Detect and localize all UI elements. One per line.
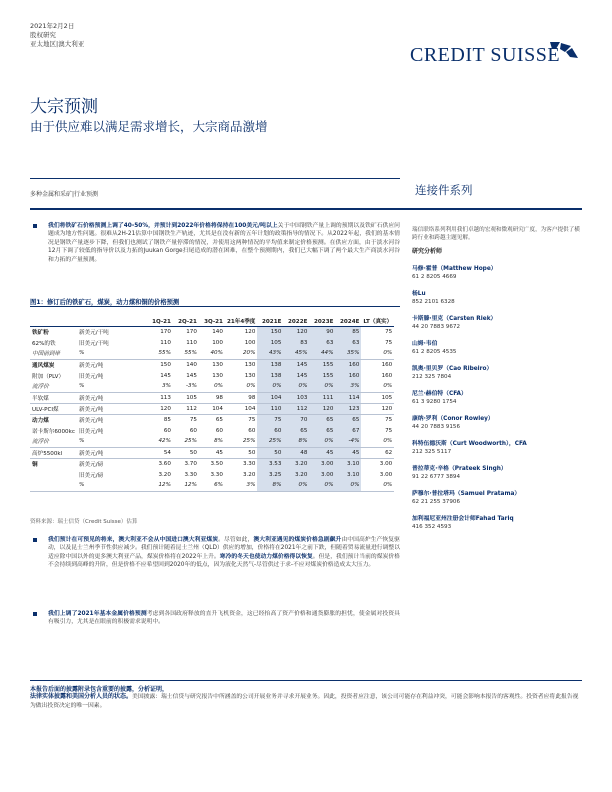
table-cell: 170 [160, 328, 171, 335]
table-cell: 3.10 [335, 458, 361, 469]
table-cell: 75 [385, 339, 393, 346]
header-rule [30, 208, 582, 210]
table-cell: 44% [309, 348, 335, 359]
analysts-heading: 研究分析师 [412, 248, 443, 255]
table-cell: 3.60 [158, 460, 171, 467]
analyst-entry [412, 415, 582, 431]
row-unit: 旧美元/吨 [78, 428, 104, 435]
analyst-phone: 61 2 8205 4535 [412, 349, 457, 355]
row-label: 铁矿粉 [32, 329, 49, 336]
table-header-row [30, 306, 394, 326]
table-cell: 130 [212, 361, 223, 368]
table-cell: 75 [385, 427, 393, 434]
price-forecast-table [30, 306, 394, 492]
table-row [30, 480, 394, 491]
table-row [30, 458, 394, 469]
coal-bold-3: 寒冷的冬天也使动力煤价格得以恢复 [219, 553, 313, 560]
table-cell: 6% [199, 480, 225, 491]
table-cell: 63 [335, 337, 361, 348]
table-cell: 20% [225, 348, 257, 359]
table-cell: 112 [173, 403, 199, 414]
row-unit: 新美元/吨 [78, 417, 104, 424]
table-row [30, 370, 394, 381]
table-cell: 160 [381, 361, 393, 368]
table-cell: 3.00 [379, 460, 393, 467]
footer-disclosure [30, 684, 582, 710]
table-cell: 160 [335, 370, 361, 381]
credit-suisse-logo [410, 40, 580, 70]
table-cell: 45% [283, 348, 309, 359]
table-cell: 55% [147, 348, 173, 359]
table-cell: 75 [189, 416, 197, 423]
analyst-name[interactable]: 杨Lu [412, 291, 426, 297]
row-unit: 旧美元/磅 [78, 472, 104, 479]
table-cell: 130 [212, 372, 223, 379]
table-cell: 114 [335, 392, 361, 403]
column-header: 2Q-21 [173, 306, 199, 326]
paragraph-iron-ore [48, 222, 400, 264]
table-cell: 35% [335, 348, 361, 359]
coal-text-1: 。尽管如此， [218, 537, 254, 543]
column-header: 1Q-21 [147, 306, 173, 326]
table-cell: 120 [244, 328, 256, 335]
analyst-name[interactable]: 科特伍德沃斯（Curt Woodworth），CFA [412, 441, 527, 447]
table-row [30, 348, 394, 359]
table-cell: 3.20 [242, 471, 256, 478]
column-header: LT（真实） [361, 306, 394, 326]
table-cell: 65 [309, 425, 335, 436]
table-cell: 45 [309, 447, 335, 458]
row-label: 铜 [32, 461, 38, 468]
row-unit: 新美元/磅 [78, 461, 104, 468]
table-cell: 75 [248, 416, 256, 423]
analyst-entry [412, 290, 582, 306]
report-region: 亚太地区|澳大利亚 [30, 40, 85, 48]
sidebar [412, 226, 582, 531]
table-cell: 150 [160, 361, 171, 368]
table-cell: 0% [283, 480, 309, 491]
row-label: 动力煤 [32, 417, 49, 424]
table-cell: 0% [361, 381, 394, 392]
figure-source: 资料来源：瑞士信贷（Credit Suisse）估算 [30, 519, 138, 525]
footer-rule [30, 680, 582, 681]
table-cell: 25% [257, 436, 283, 447]
sidebar-intro: 瑞信联络系列利用我们卓越的宏观和微观研究广度，为客户提供了横跨行业和跨越主题见解。 [412, 227, 580, 241]
analyst-phone: 91 22 6777 3894 [412, 474, 461, 480]
table-cell: 120 [309, 403, 335, 414]
table-cell: 65 [283, 425, 309, 436]
table-cell: 100 [212, 339, 223, 346]
table-cell: 0% [361, 436, 394, 447]
report-subtitle: 由于供应难以满足需求增长，大宗商品激增 [30, 119, 268, 134]
table-cell: 3.20 [158, 471, 171, 478]
table-row [30, 469, 394, 480]
row-label: 62%的铁 [32, 340, 56, 347]
row-unit: 新美元/吨 [77, 447, 147, 458]
analyst-phone: 416 352 4593 [412, 524, 452, 530]
table-cell: 105 [173, 392, 199, 403]
report-date: 2021年2月2日 [30, 22, 75, 30]
table-cell: 60 [215, 427, 223, 434]
coal-text-3: 。但是，我们预计当前的煤炭价格不会持续到高峰的升阶，但是价格不应希望回到2020年的低点，因为液化天然气-尽管供过于求-不应对煤炭价格造成太大压力。 [48, 553, 400, 569]
table-cell: 0% [199, 381, 225, 392]
report-title: 大宗预测 [30, 97, 98, 117]
table-cell: 3.70 [184, 460, 197, 467]
table-row [30, 326, 394, 337]
table-cell: 3.00 [379, 471, 393, 478]
footer-title-1: 本报告后面的披露附录包含重要的披露，分析证明， [30, 686, 169, 693]
row-unit: % [77, 480, 147, 491]
analyst-entry [412, 390, 582, 406]
table-cell: 45 [199, 447, 225, 458]
table-cell: 140 [212, 328, 223, 335]
table-cell: 145 [283, 370, 309, 381]
table-cell: 25% [173, 436, 199, 447]
table-cell: 3.00 [309, 458, 335, 469]
series-label: 连接件系列 [415, 183, 473, 197]
table-cell: 3.50 [210, 460, 223, 467]
table-row [30, 403, 394, 414]
table-cell: 67 [335, 425, 361, 436]
table-cell: 130 [244, 361, 256, 368]
row-label: ULV-PCI煤 [30, 403, 77, 414]
analyst-phone: 61 3 9280 1754 [412, 399, 457, 405]
analyst-name[interactable]: 山姆·韦伯 [412, 341, 438, 347]
table-cell: 98 [199, 392, 225, 403]
row-label: 通风煤炭 [32, 362, 55, 369]
table-cell: 90 [309, 326, 335, 337]
table-cell: 113 [147, 392, 173, 403]
analyst-phone: 44 20 7883 9672 [412, 324, 461, 330]
figure-title: 图1：修订后的铁矿石，煤炭，动力煤和铜的价格预测 [30, 299, 180, 306]
table-cell: 60 [248, 427, 256, 434]
footer-body [30, 693, 582, 710]
table-cell: 105 [257, 337, 283, 348]
table-cell: 50 [257, 447, 283, 458]
table-row [30, 337, 394, 348]
table-cell: 0% [225, 381, 257, 392]
table-cell: 0% [361, 348, 394, 359]
table-cell: 0% [309, 480, 335, 491]
table-cell: 3% [225, 480, 257, 491]
table-cell: 60 [163, 427, 171, 434]
table-cell: 120 [283, 326, 309, 337]
table-cell: 140 [186, 361, 197, 368]
analyst-entry [412, 315, 582, 331]
table-cell: 130 [244, 372, 256, 379]
table-row [30, 381, 394, 392]
analyst-name[interactable]: 康纳·罗利（Conor Rowley） [412, 416, 494, 422]
sector-label: 多种金属和采矿|行业预测 [30, 191, 99, 198]
table-cell: 145 [283, 359, 309, 370]
table-cell: 3.00 [309, 469, 335, 480]
row-label: 中国前到岸 [30, 348, 77, 359]
table-row [30, 447, 394, 458]
row-label: 流浮价 [30, 436, 77, 447]
footer-title-2: 法律实体披露和美国分析人员的状态。 [30, 693, 133, 700]
analyst-name[interactable]: 凯奥·里贝罗（Cao Ribeiro） [412, 366, 493, 372]
analyst-phone: 44 20 7883 9156 [412, 424, 461, 430]
footer-body-text: 美国披露：瑞士信贷与研究报告中所涵盖的公司开展业务并寻求开展业务。因此，投资者应注意，该公司可能存在利益冲突，可能会影响本报告的客观性。投资者应将此报告视为做出投资决定的唯一因素。 [30, 694, 579, 709]
table-cell: 120 [361, 403, 394, 414]
table-cell: 3.30 [184, 471, 197, 478]
table-cell: 25% [225, 436, 257, 447]
table-cell: 8% [257, 480, 283, 491]
row-label: 高炉5500kl [30, 447, 77, 458]
table-cell: 105 [361, 392, 394, 403]
table-cell: 45 [335, 447, 361, 458]
report-meta [30, 22, 84, 49]
table-cell: 50 [225, 447, 257, 458]
column-header: 21年4季度 [225, 306, 257, 326]
table-cell: 3.10 [335, 469, 361, 480]
table-cell: 50 [173, 447, 199, 458]
table-cell: 110 [186, 339, 197, 346]
table-cell: 83 [283, 337, 309, 348]
bullet-icon [33, 224, 37, 228]
table-cell: 75 [385, 328, 393, 335]
table-cell: 12% [147, 480, 173, 491]
analyst-entry [412, 440, 582, 456]
row-unit: 新美元/吨 [77, 392, 147, 403]
table-cell: 3% [147, 381, 173, 392]
table-row [30, 425, 394, 436]
table-cell: 0% [309, 436, 335, 447]
logo-text: CREDIT SUISSE [410, 44, 561, 66]
table-cell: 3% [335, 381, 361, 392]
table-cell: 0% [283, 381, 309, 392]
table-cell: 145 [160, 372, 171, 379]
table-cell: 160 [381, 372, 393, 379]
table-cell: 3.20 [283, 458, 309, 469]
table-cell: 0% [361, 480, 394, 491]
table-cell: 104 [225, 403, 257, 414]
bullet-icon [33, 538, 37, 542]
analyst-list [412, 265, 582, 531]
table-cell: 110 [257, 403, 283, 414]
table-cell: 3.53 [257, 458, 283, 469]
table-cell: 138 [257, 359, 283, 370]
table-cell: 155 [309, 359, 335, 370]
base-metals-text: 考虑到各国政府释放的直升飞机资金，这已经抬高了资产价格和通货膨胀的担忧，使金属对投资具有吸引力，尤其是在眼前的积极需求说明中。 [48, 611, 400, 626]
table-cell: 12% [173, 480, 199, 491]
row-label: 附加（PLV） [32, 373, 65, 380]
analyst-name[interactable]: 马修·霍普（Matthew Hope） [412, 266, 497, 272]
table-cell: 54 [147, 447, 173, 458]
analyst-phone: 61 2 8205 4669 [412, 274, 457, 280]
analyst-name[interactable]: 普拉蒂克·辛格（Prateek Singh） [412, 466, 507, 472]
row-label: 半软煤 [30, 392, 77, 403]
coal-text-2: 由中国高炉生产恢复驱动，以及昆士兰州季节性供应减少。我们预计随着昆士兰州（QLD）供应的增加，价格将在2021年之前下跌，但随着贸易流量进行调整以适应除中国以外的更多澳大利亚产品，煤炭价格将在2022年上升。 [48, 537, 400, 560]
table-cell: 0% [309, 381, 335, 392]
table-cell: 63 [309, 337, 335, 348]
bullet-icon [33, 612, 37, 616]
table-cell: 75 [385, 416, 393, 423]
table-cell: 3.30 [242, 460, 256, 467]
analyst-name[interactable]: 萨穆尔·普拉塔玛（Samuel Pratama） [412, 491, 521, 497]
table-cell: 8% [283, 436, 309, 447]
table-cell: 3.25 [257, 469, 283, 480]
table-cell: 3.20 [283, 469, 309, 480]
table-cell: 111 [309, 392, 335, 403]
table-cell: -4% [335, 436, 361, 447]
table-cell: 85 [335, 326, 361, 337]
analyst-name[interactable]: 加利福尼亚州注册会计师Fahad Tariq [412, 516, 514, 522]
row-unit: 新美元/干吨 [78, 329, 109, 336]
table-cell: 55% [173, 348, 199, 359]
report-type: 股权研究 [30, 31, 56, 39]
table-cell: 100 [244, 339, 256, 346]
base-metals-lead: 我们上调了2021年基本金属价格预测 [48, 611, 147, 617]
analyst-entry [412, 465, 582, 481]
table-cell: 123 [335, 403, 361, 414]
table-cell: 150 [257, 326, 283, 337]
table-cell: 160 [335, 359, 361, 370]
table-cell: 65 [335, 414, 361, 425]
analyst-phone: 212 325 5117 [412, 449, 452, 455]
paragraph-text: 关于中国钢铁产量上调的预期以及铁矿石供应问题成为地方性问题。很难从2H-21估算中国钢铁生产轨迹，尤其是在没有新的五年计划的政策指导的情况下。从2022年起，我们的基本情况是钢铁产量逐步下降，但我们也测试了钢铁产量停滞的情况，并使用这两种情况的平均值来制定价格预测。在供应方面，由于淡水河谷12月下调了较低的指导价以及力拓的Juukan Gorge扫尾造成的潜在困难，在整个预测期内，我们已大幅下调了两个最大生产商淡水河谷和力拓的产量预测。 [48, 223, 400, 263]
analyst-name[interactable]: 尼兰·赫伯特（CFA） [412, 391, 467, 397]
analyst-entry [412, 490, 582, 506]
analyst-phone: 62 21 255 37906 [412, 499, 461, 505]
table-cell: 120 [147, 403, 173, 414]
table-cell: 43% [257, 348, 283, 359]
analyst-name[interactable]: 卡斯滕·里克（Carsten Riek） [412, 316, 497, 322]
row-label [30, 480, 77, 491]
analyst-phone: 212 325 7804 [412, 374, 452, 380]
table-cell: 60 [189, 427, 197, 434]
column-header: 2024E [335, 306, 361, 326]
row-label [30, 469, 77, 480]
row-unit: 新美元/吨 [78, 362, 104, 369]
table-cell: 112 [283, 403, 309, 414]
table-cell: 103 [283, 392, 309, 403]
analyst-entry [412, 265, 582, 281]
column-header: 2021E [257, 306, 283, 326]
coal-lead: 我们预计在可预见的将来，澳大利亚不会从中国进口澳大利亚煤炭 [48, 537, 219, 543]
row-unit: 新美元/吨 [77, 403, 147, 414]
analyst-entry [412, 515, 582, 531]
row-unit: % [77, 381, 147, 392]
paragraph-coal [48, 536, 400, 570]
analyst-phone: 852 2101 6328 [412, 299, 455, 305]
table-row [30, 414, 394, 425]
table-cell: 60 [257, 425, 283, 436]
column-header: 2022E [283, 306, 309, 326]
table-row [30, 392, 394, 403]
row-label: 诺卡斯尔6000kc [32, 428, 75, 435]
table-cell: 65 [309, 414, 335, 425]
table-cell: 85 [163, 416, 171, 423]
table-cell: 62 [361, 447, 394, 458]
table-cell: 155 [309, 370, 335, 381]
row-unit: 旧美元/干吨 [78, 340, 109, 347]
row-unit: % [77, 348, 147, 359]
analyst-entry [412, 340, 582, 356]
table-cell: 110 [160, 339, 171, 346]
table-cell: 98 [225, 392, 257, 403]
paragraph-base-metals [48, 610, 400, 627]
table-cell: 65 [215, 416, 223, 423]
table-row [30, 436, 394, 447]
row-unit: % [77, 436, 147, 447]
title-divider [30, 178, 400, 179]
table-cell: -3% [173, 381, 199, 392]
table-cell: 48 [283, 447, 309, 458]
row-label: 流浮价 [30, 381, 77, 392]
table-cell: 40% [199, 348, 225, 359]
table-cell: 0% [335, 480, 361, 491]
table-cell: 138 [257, 370, 283, 381]
analyst-entry [412, 365, 582, 381]
table-cell: 104 [199, 403, 225, 414]
table-cell: 0% [257, 381, 283, 392]
table-cell: 8% [199, 436, 225, 447]
table-cell: 3.30 [210, 471, 223, 478]
table-cell: 42% [147, 436, 173, 447]
table-cell: 70 [283, 414, 309, 425]
table-cell: 104 [257, 392, 283, 403]
coal-bold-2: 澳大利亚遇见的煤炭价格急剧飙升 [253, 537, 342, 543]
row-unit: 旧美元/吨 [78, 373, 104, 380]
column-header: 2023E [309, 306, 335, 326]
table-row [30, 359, 394, 370]
table-cell: 145 [186, 372, 197, 379]
table-cell: 75 [257, 414, 283, 425]
paragraph-lead: 我们将铁矿石价格预测上调了40-50%，并预计到2022年价格将保持在100美元/吨以上 [48, 223, 278, 229]
table-cell: 170 [186, 328, 197, 335]
column-header: 3Q-21 [199, 306, 225, 326]
